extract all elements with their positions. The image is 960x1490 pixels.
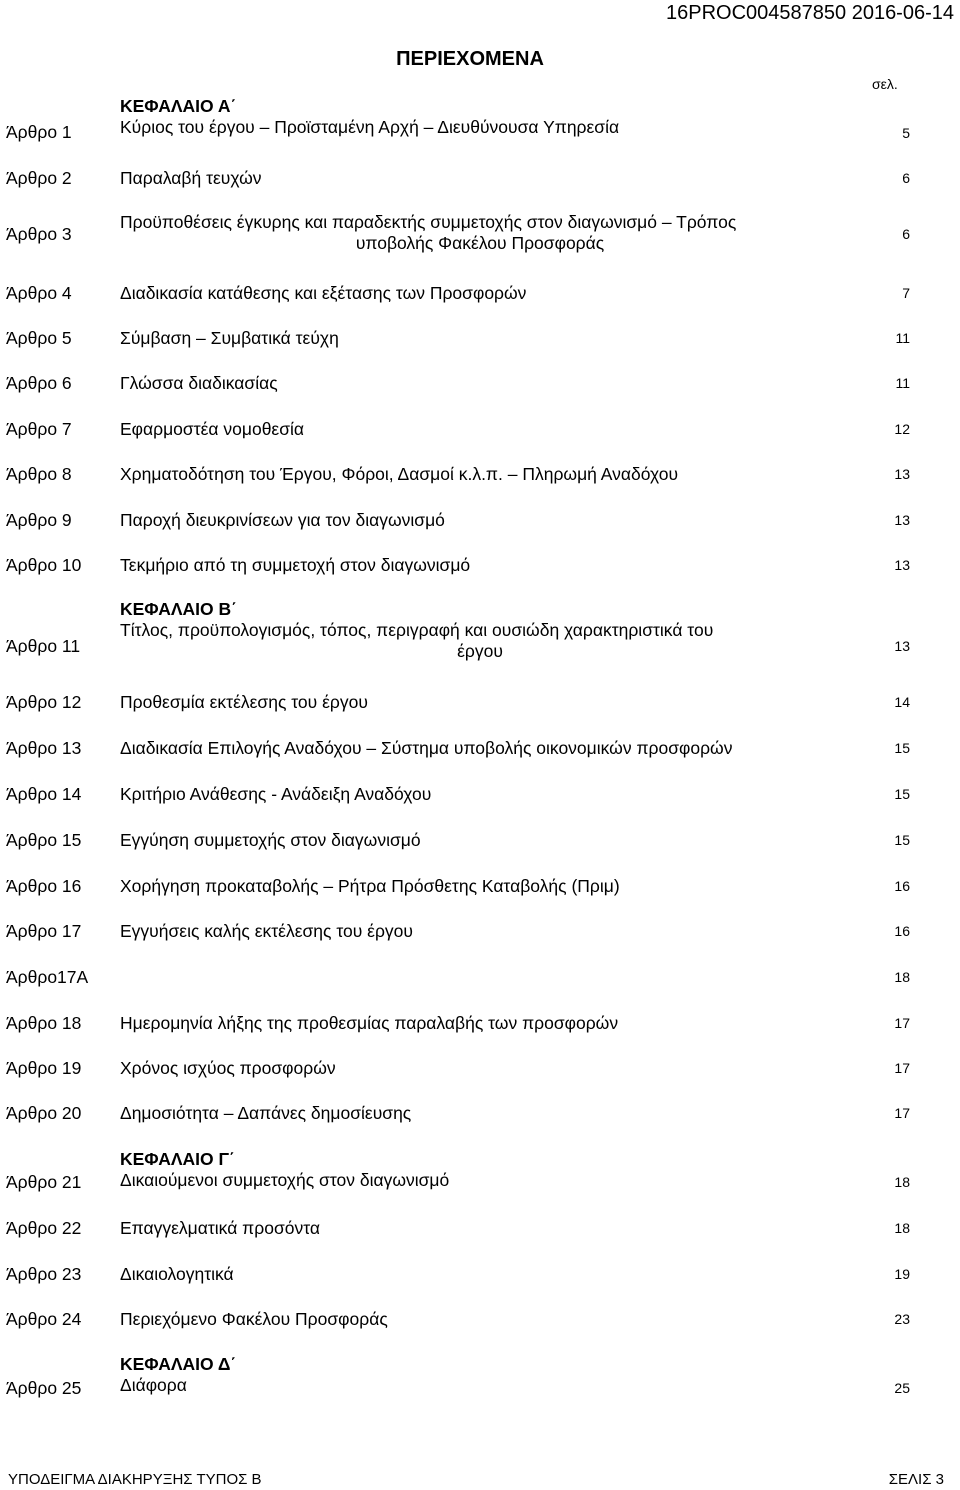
entry-text [120, 876, 840, 897]
entry-text [120, 738, 840, 759]
entry-text [120, 510, 840, 531]
page-number: 16 [894, 878, 910, 894]
chapter-heading: ΚΕΦΑΛΑΙΟ Α΄ [120, 96, 237, 116]
article-number: Άρθρο 16 [6, 876, 82, 896]
article-title-line-2: υποβολής Φακέλου Προσφοράς [355, 233, 605, 253]
page-number: 7 [902, 285, 910, 301]
article-number: Άρθρο 5 [6, 328, 72, 348]
page-number: 14 [894, 694, 910, 710]
page-number: 15 [894, 832, 910, 848]
entry-text [120, 1309, 840, 1330]
article-title: Διαδικασία κατάθεσης και εξέτασης των Προσφορών [120, 283, 527, 303]
article-number: Άρθρο 10 [6, 555, 82, 575]
article-title: Κριτήριο Ανάθεσης - Ανάδειξη Αναδόχου [120, 784, 432, 804]
article-number: Άρθρο 12 [6, 692, 82, 712]
article-number: Άρθρο 8 [6, 464, 72, 484]
article-number: Άρθρο 11 [6, 636, 81, 656]
article-number: Άρθρο 24 [6, 1309, 82, 1329]
page-number: 25 [894, 1380, 910, 1396]
article-number: Άρθρο 19 [6, 1058, 82, 1078]
article-number: Άρθρο 7 [6, 419, 72, 439]
article-number: Άρθρο 9 [6, 510, 72, 530]
article-number: Άρθρο 15 [6, 830, 82, 850]
page-number: 16 [894, 923, 910, 939]
article-title-line-1: Τίτλος, προϋπολογισμός, τόπος, περιγραφή και ουσιώδη χαρακτηριστικά του [120, 620, 714, 640]
page-number: 6 [902, 170, 910, 186]
article-title: Δημοσιότητα – Δαπάνες δημοσίευσης [120, 1103, 412, 1123]
article-number: Άρθρο 22 [6, 1218, 82, 1238]
article-number: Άρθρο 21 [6, 1172, 82, 1192]
page-number: 18 [894, 969, 910, 985]
article-title: Ημερομηνία λήξης της προθεσμίας παραλαβής των προσφορών [120, 1013, 619, 1033]
page-number: 12 [894, 421, 910, 437]
page-number: 18 [894, 1220, 910, 1236]
article-title: Χρηματοδότηση του Έργου, Φόροι, Δασμοί κ.λ.π. – Πληρωμή Αναδόχου [120, 464, 679, 484]
article-title: Διαδικασία Επιλογής Αναδόχου – Σύστημα υποβολής οικονομικών προσφορών [120, 738, 733, 758]
article-title-line-2: έργου [457, 641, 503, 661]
entry-text [120, 328, 840, 349]
article-number: Άρθρο 14 [6, 784, 82, 804]
toc-title: ΠΕΡΙΕΧΟΜΕΝΑ [396, 48, 544, 70]
entry-text [120, 555, 840, 576]
article-number: Άρθρο 17 [6, 921, 82, 941]
article-title: Παροχή διευκρινίσεων για τον διαγωνισμό [120, 510, 445, 530]
article-number: Άρθρο 23 [6, 1264, 82, 1284]
article-number: Άρθρο 6 [6, 373, 72, 393]
entry-text [120, 464, 840, 485]
page-number: 13 [894, 512, 910, 528]
page-number: 6 [902, 226, 910, 242]
page-number: 19 [894, 1266, 910, 1282]
page-number: 17 [894, 1105, 910, 1121]
entry-text [120, 1264, 840, 1285]
entry-text [120, 1058, 840, 1079]
entry-text [120, 599, 840, 662]
page-number: 13 [894, 466, 910, 482]
chapter-heading: ΚΕΦΑΛΑΙΟ Γ΄ [120, 1149, 235, 1169]
page-number: 15 [894, 786, 910, 802]
article-number: Άρθρο 18 [6, 1013, 82, 1033]
entry-text [120, 1149, 840, 1191]
article-title: Εγγύηση συμμετοχής στον διαγωνισμό [120, 830, 421, 850]
article-title: Γλώσσα διαδικασίας [120, 373, 278, 393]
entry-text [120, 212, 840, 254]
article-title: Εφαρμοστέα νομοθεσία [120, 419, 305, 439]
page-number: 17 [894, 1060, 910, 1076]
document-id: 16PROC004587850 2016-06-14 [666, 2, 954, 24]
article-number: Άρθρο 1 [6, 122, 72, 142]
page-number: 13 [894, 557, 910, 573]
article-title: Προθεσμία εκτέλεσης του έργου [120, 692, 368, 712]
footer-page-number: ΣΕΛΙΣ 3 [888, 1471, 944, 1488]
entry-text [120, 96, 840, 138]
chapter-heading: ΚΕΦΑΛΑΙΟ Δ΄ [120, 1354, 237, 1374]
article-title: Χορήγηση προκαταβολής – Ρήτρα Πρόσθετης Καταβολής (Πριμ) [120, 876, 620, 896]
article-number: Άρθρο 2 [6, 168, 72, 188]
page-number: 13 [894, 638, 910, 654]
article-number: Άρθρο 20 [6, 1103, 82, 1123]
entry-text [120, 1354, 840, 1396]
entry-text [120, 373, 840, 394]
entry-text [120, 168, 840, 189]
article-number: Άρθρο 25 [6, 1378, 82, 1398]
entry-text [120, 692, 840, 713]
article-title: Κύριος του έργου – Προϊσταμένη Αρχή – Διευθύνουσα Υπηρεσία [120, 117, 620, 137]
page-number: 23 [894, 1311, 910, 1327]
page-number: 18 [894, 1174, 910, 1190]
page-number: 11 [895, 330, 910, 346]
article-title: Τεκμήριο από τη συμμετοχή στον διαγωνισμό [120, 555, 471, 575]
entry-text [120, 921, 840, 942]
entry-text [120, 784, 840, 805]
article-title: Διάφορα [120, 1375, 187, 1395]
entry-text [120, 419, 840, 440]
article-number: Άρθρο 4 [6, 283, 72, 303]
page-number: 11 [895, 375, 910, 391]
page-column-label: σελ. [872, 76, 898, 92]
article-title: Περιεχόμενο Φακέλου Προσφοράς [120, 1309, 388, 1329]
entry-text [120, 1218, 840, 1239]
entry-text [120, 1013, 840, 1034]
entry-text [120, 283, 840, 304]
article-title: Δικαιούμενοι συμμετοχής στον διαγωνισμό [120, 1170, 450, 1190]
article-title: Χρόνος ισχύος προσφορών [120, 1058, 336, 1078]
article-number: Άρθρο17Α [6, 967, 89, 987]
article-number: Άρθρο 13 [6, 738, 82, 758]
page-number: 5 [902, 125, 910, 141]
article-title: Επαγγελματικά προσόντα [120, 1218, 321, 1238]
chapter-heading: ΚΕΦΑΛΑΙΟ Β΄ [120, 599, 237, 619]
article-title: Σύμβαση – Συμβατικά τεύχη [120, 328, 339, 348]
footer-doc-type: ΥΠΟΔΕΙΓΜΑ ΔΙΑΚΗΡΥΞΗΣ ΤΥΠΟΣ Β [8, 1471, 262, 1488]
entry-text [120, 830, 840, 851]
article-title: Δικαιολογητικά [120, 1264, 234, 1284]
article-number: Άρθρο 3 [6, 224, 72, 244]
article-title-line-1: Προϋποθέσεις έγκυρης και παραδεκτής συμμετοχής στον διαγωνισμό – Τρόπος [120, 212, 737, 232]
page-number: 15 [894, 740, 910, 756]
entry-text [120, 1103, 840, 1124]
page-number: 17 [894, 1015, 910, 1031]
article-title: Παραλαβή τευχών [120, 168, 262, 188]
article-title: Εγγυήσεις καλής εκτέλεσης του έργου [120, 921, 413, 941]
